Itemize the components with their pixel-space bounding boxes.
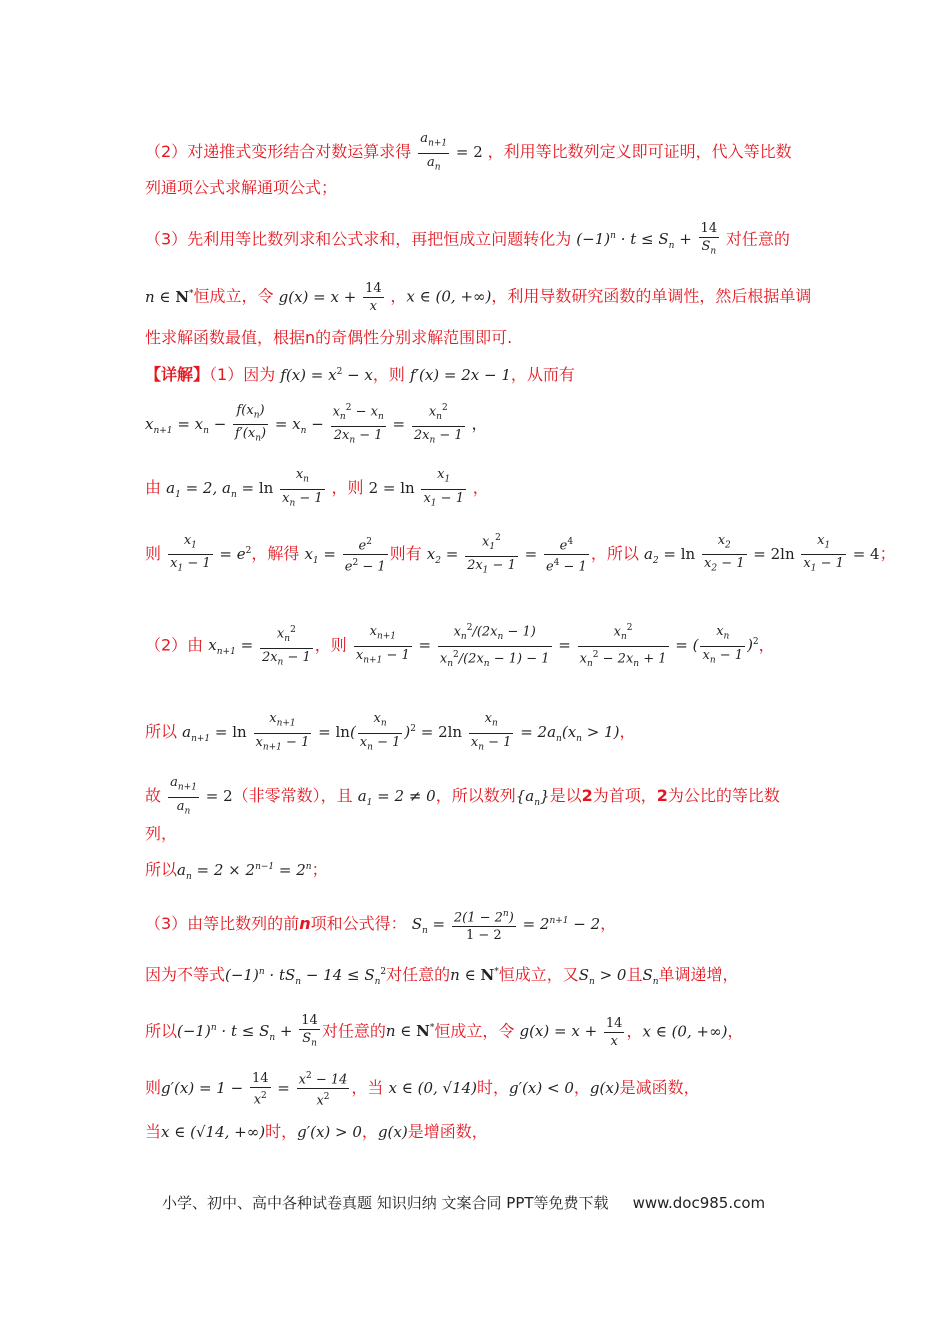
newton-iteration-formula: $x_{n+1} = x_n$ − $\frac{f(x_n)}{f'(x_n)}$ = $x_n$ − $\frac{x_n^2 - x_n}{2x_n - 1}$ = $\frac{x_n^2}{2x_n - 1}$ ， <box>145 400 487 450</box>
detail-line4: 则 $\frac{x_1}{x_1 - 1}$ = $e^2$，解得 $x_1$ = $\frac{e^2}{e^2 - 1}$ 则有 $x_2$ = $\frac{x_1^2}{2x_1 - 1}$ = $\frac{e^4}{e^4 - 1}$ ，所以 $a_2 = \ln$ $\frac{x_2}{x_2 - 1}$ = 2ln $\frac{x_1}{x_1 - 1}$ = 4； <box>145 530 896 580</box>
part2-line5: 所以$a_n = 2 \times 2^{n-1} = 2^n$； <box>145 860 328 882</box>
detail-line1: 【详解】（1）因为 $f(x) = x^2 - x$，则 f′(x) = 2x − 1，从而有 <box>145 365 575 384</box>
para2-line1: （2）对递推式变形结合对数运算求得 $\frac{a_{n+1}}{a_n}$ = 2 ，利用等比数列定义即可证明，代入等比数 <box>145 130 792 176</box>
para3-line1: （3）先利用等比数列求和公式求和，再把恒成立问题转化为 $(-1)^n \cdot t \le S_n$ + $\frac{14}{S_n}$ 对任意的 <box>145 221 790 257</box>
part3-line4: 则g′(x) = 1 − $\frac{14}{x^2}$ = $\frac{x^2 - 14}{x^2}$ ，当 x ∈ (0, √14)时，g′(x) < 0，g(x)是减函数， <box>145 1068 700 1110</box>
part3-line2: 因为不等式$(-1)^n \cdot tS_n - 14 \le S_n^2$对任意的n ∈ N*恒成立，又$S_n > 0$且$S_n$单调递增， <box>145 965 739 987</box>
part2-line4: 列， <box>145 824 178 843</box>
part2-line2: 所以 $a_{n+1} = \ln$ $\frac{x_{n+1}}{x_{n+1} - 1}$ = ln( $\frac{x_n}{x_n - 1}$ )$^2$ = 2ln $\frac{x_n}{x_n - 1}$ = $2a_n(x_n > 1)$， <box>145 711 636 753</box>
para2-line2: 列通项公式求解通项公式； <box>145 178 338 197</box>
part3-line3: 所以$(-1)^n \cdot t \le S_n$ + $\frac{14}{S_n}$ 对任意的n ∈ N*恒成立，令 g(x) = x + $\frac{14}{x}$ ，x ∈ (0, +∞)， <box>145 1013 744 1049</box>
para3-line3: 性求解函数最值，根据n的奇偶性分别求解范围即可. <box>145 328 513 347</box>
footer-text: 小学、初中、高中各种试卷真题 知识归纳 文案合同 PPT等免费下载 <box>162 1194 609 1212</box>
part2-line3: 故 $\frac{a_{n+1}}{a_n}$ = 2（非零常数），且 $a_1 = 2 \ne 0$，所以数列$\{a_n\}$是以2为首项，2为公比的等比数 <box>145 775 780 817</box>
detail-tag: 【详解】 <box>145 365 210 384</box>
part3-line5: 当x ∈ (√14, +∞)时，g′(x) > 0，g(x)是增函数， <box>145 1122 488 1141</box>
para2-label: （2） <box>145 142 188 162</box>
part3-line1: （3）由等比数列的前n项和公式得： $S_n$ = $\frac{2(1 - 2^n)}{1 - 2}$ = $2^{n+1} - 2$， <box>145 906 616 944</box>
detail-line3: 由 $a_1 = 2$, $a_n = \ln$ $\frac{x_n}{x_n - 1}$ ，则 2 = ln $\frac{x_1}{x_1 - 1}$ ， <box>145 467 489 509</box>
page-footer <box>162 1192 765 1213</box>
para2-text2: ，利用等比数列定义即可证明，代入等比数 <box>487 142 792 162</box>
part2-line1: （2）由 $x_{n+1}$ = $\frac{x_n^2}{2x_n - 1}$ ，则 $\frac{x_{n+1}}{x_{n+1} - 1}$ = $\frac{x_n^2/(2x_n - 1)}{x_n^2/(2x_n - 1) - 1}$ = $\frac{x_n^2}{x_n^2 - 2x_n + 1}$ = ( $\frac{x_n}{x_n - 1}$ )$^2$， <box>145 620 775 673</box>
para3-line2: n ∈ N*恒成立，令 g(x) = x + $\frac{14}{x}$ ，x ∈ (0, +∞)，利用导数研究函数的单调性，然后根据单调 <box>145 281 812 314</box>
para2-text1: 对递推式变形结合对数运算求得 <box>187 142 412 162</box>
ratio-fraction: $\frac{a_{n+1}}{a_n}$ <box>420 131 448 173</box>
footer-url[interactable]: www.doc985.com <box>632 1194 766 1212</box>
